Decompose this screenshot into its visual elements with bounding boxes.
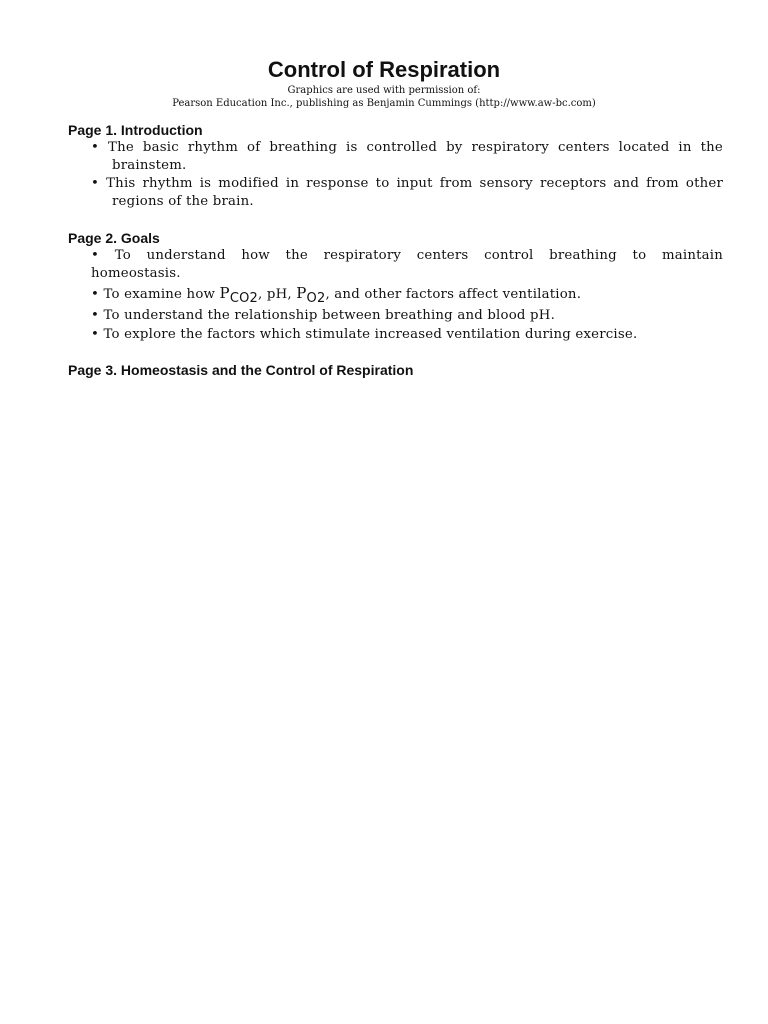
section-heading-goals: Page 2. Goals xyxy=(68,230,160,246)
partial-pressure-co2-subscript: CO2 xyxy=(229,291,259,306)
credit-line-2: Pearson Education Inc., publishing as Benjamin Cummings (http://www.aw-bc.com) xyxy=(172,98,596,109)
section-heading-introduction: Page 1. Introduction xyxy=(68,122,203,138)
goals-bullet-3: • To understand the relationship between breathing and blood pH. xyxy=(91,308,555,323)
partial-pressure-o2-symbol: P xyxy=(296,284,307,302)
partial-pressure-o2-subscript: O2 xyxy=(306,291,326,306)
intro-bullet-2-line-1: • This rhythm is modified in response to input from sensory receptors and from other xyxy=(91,176,723,191)
intro-bullet-1-line-1: • The basic rhythm of breathing is controlled by respiratory centers located in the xyxy=(91,140,723,155)
goals-bullet-2-middle: , pH, xyxy=(258,287,297,302)
intro-bullet-1-line-2: brainstem. xyxy=(112,158,187,173)
partial-pressure-co2-symbol: P xyxy=(219,284,230,302)
goals-bullet-2-prefix: • To examine how xyxy=(91,287,220,302)
credit-line-1: Graphics are used with permission of: xyxy=(287,85,481,96)
goals-bullet-1-line-2: homeostasis. xyxy=(91,266,181,281)
section-heading-homeostasis: Page 3. Homeostasis and the Control of Respiration xyxy=(68,362,414,378)
document-title: Control of Respiration xyxy=(267,57,501,82)
goals-bullet-2 xyxy=(91,284,581,304)
goals-bullet-4: • To explore the factors which stimulate increased ventilation during exercise. xyxy=(91,327,638,342)
intro-bullet-2-line-2: regions of the brain. xyxy=(112,194,254,209)
goals-bullet-2-suffix: , and other factors affect ventilation. xyxy=(325,287,582,302)
goals-bullet-1-line-1: • To understand how the respiratory centers control breathing to maintain xyxy=(91,248,723,263)
